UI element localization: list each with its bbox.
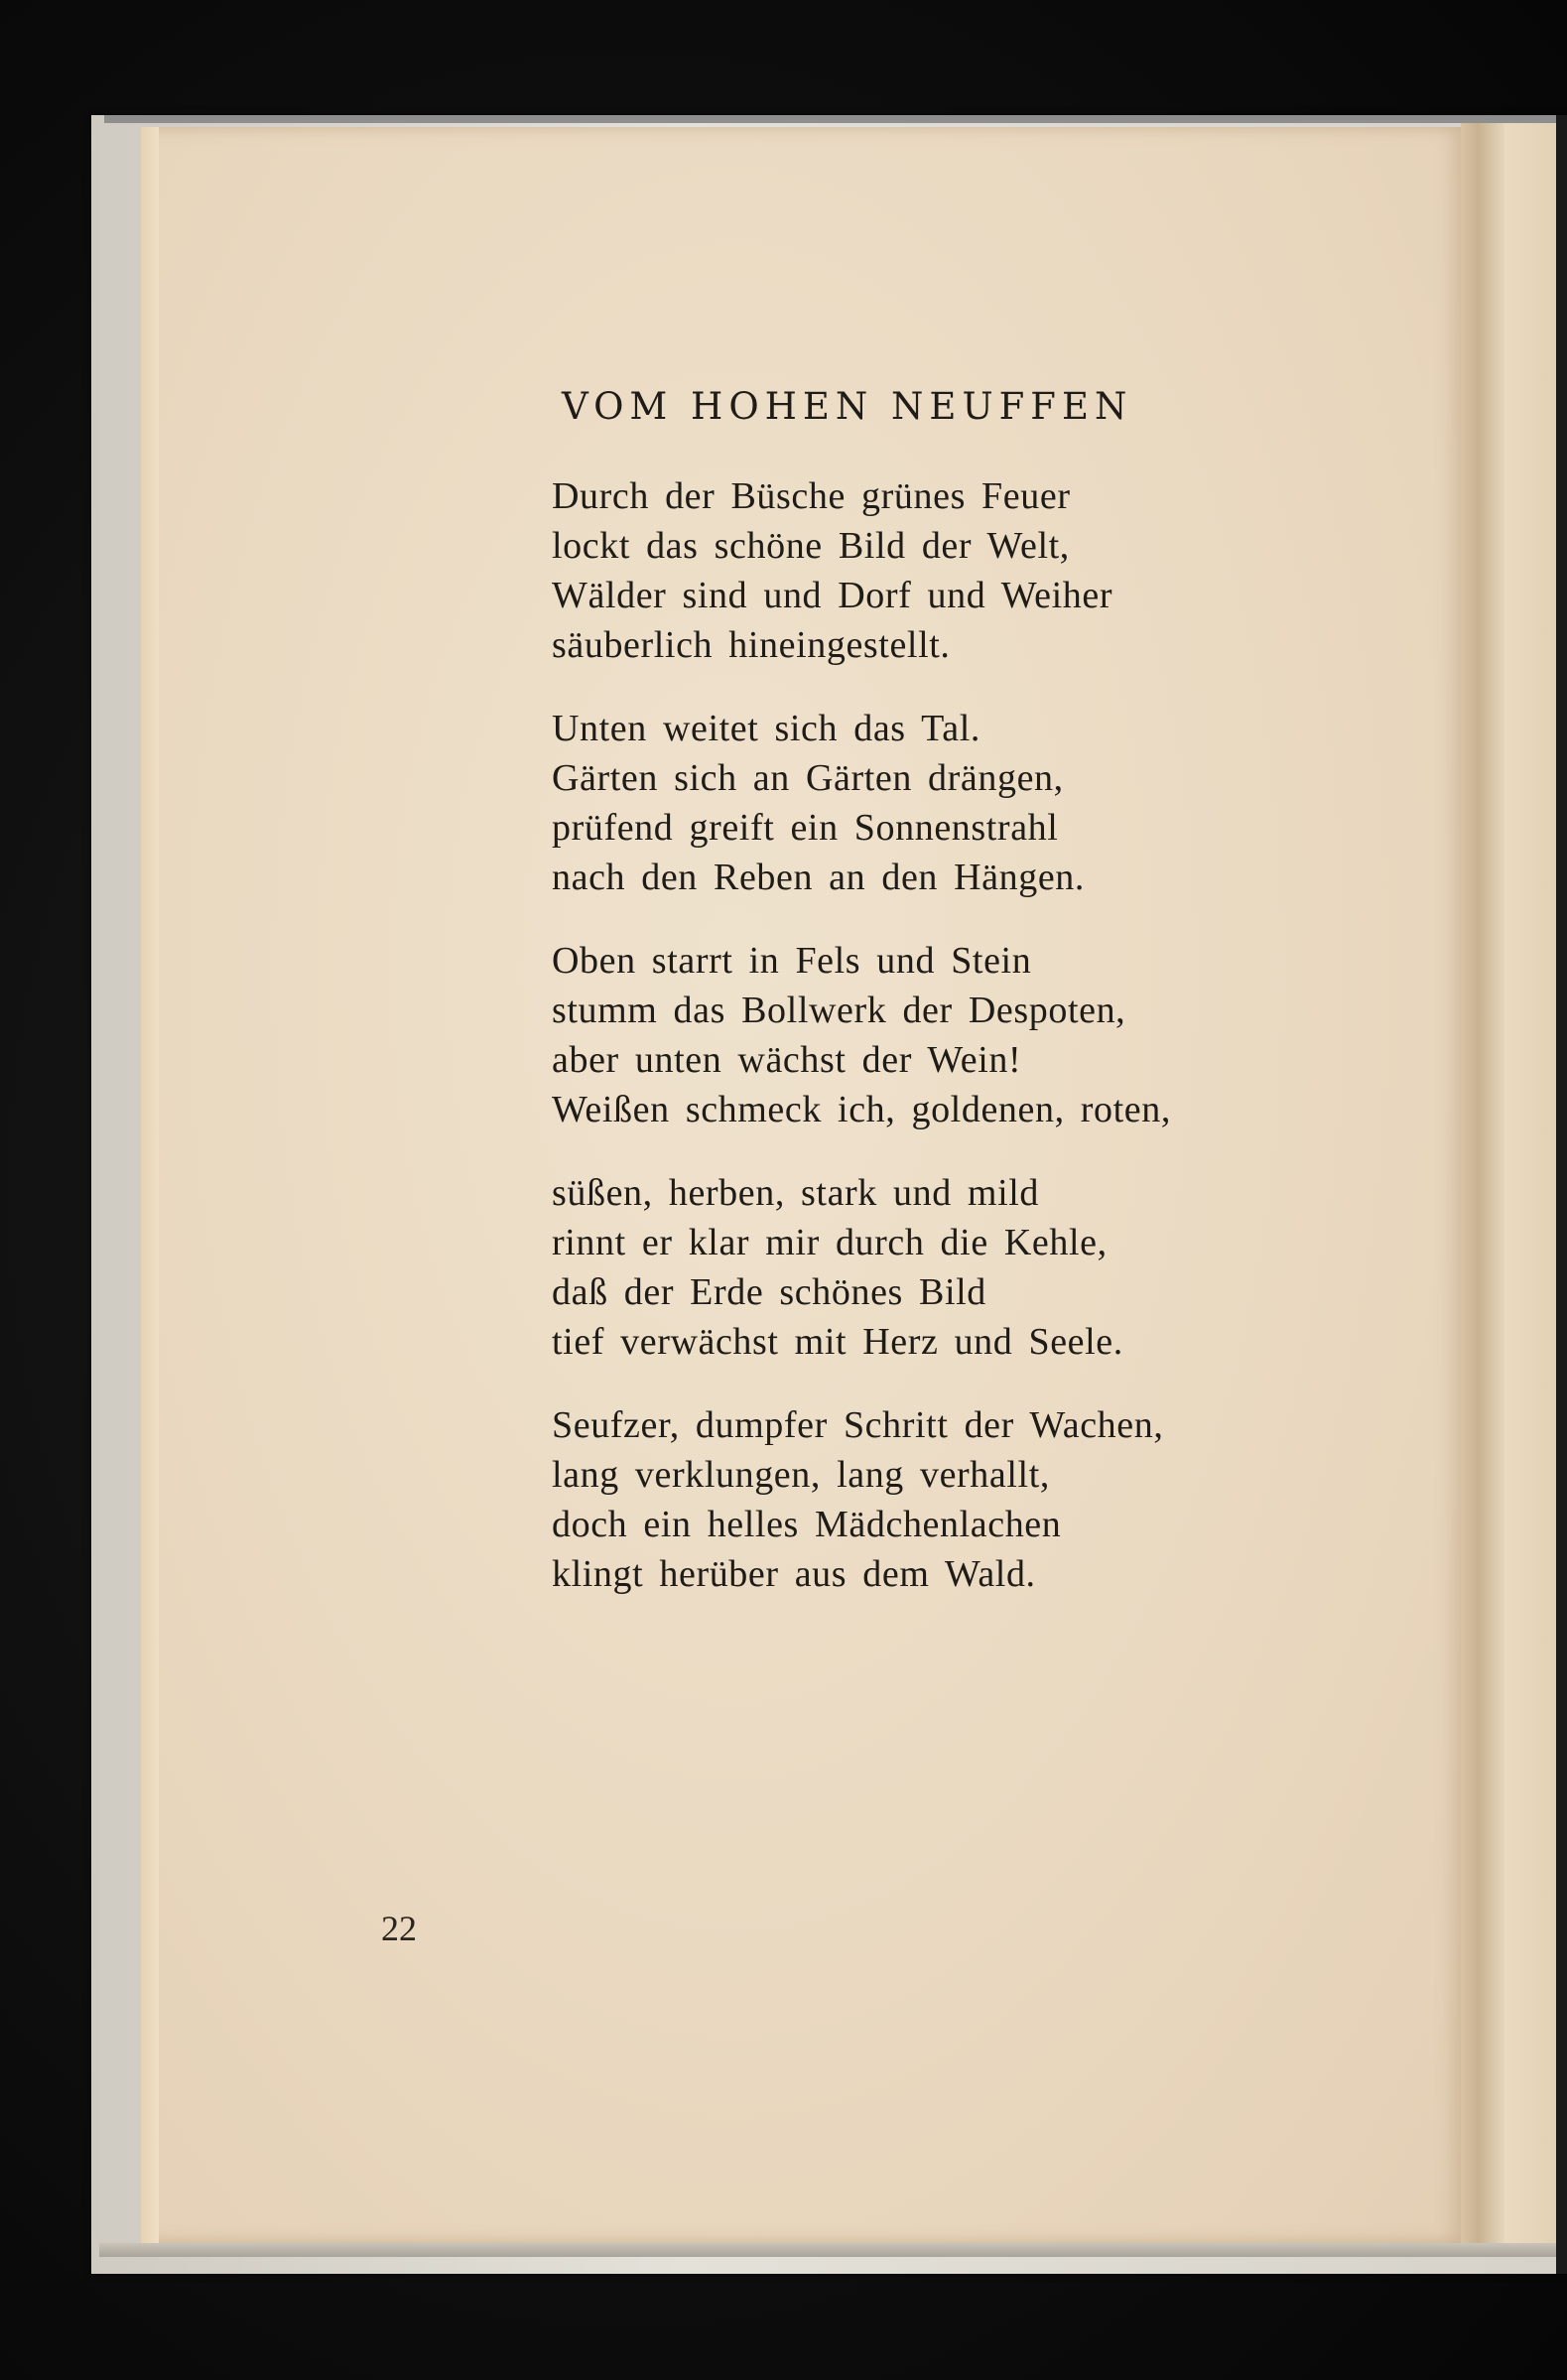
facing-page-edge [1504, 123, 1556, 2247]
poem-line: daß der Erde schönes Bild [552, 1271, 986, 1313]
right-dark-strip [1556, 115, 1567, 2274]
page-left-edge [141, 127, 159, 2243]
poem-line: Weißen schmeck ich, goldenen, roten, [552, 1089, 1171, 1130]
poem-line: lang verklungen, lang verhallt, [552, 1454, 1050, 1496]
poem-line: tief verwächst mit Herz und Seele. [552, 1321, 1123, 1363]
book-gutter [1461, 123, 1504, 2247]
poem-line: süßen, herben, stark und mild [552, 1172, 1039, 1214]
stanza-5 [552, 1400, 1207, 1599]
stanza-4 [552, 1168, 1207, 1367]
poem-line: Wälder sind und Dorf und Weiher [552, 575, 1113, 616]
poem-line: Gärten sich an Gärten drängen, [552, 757, 1064, 799]
cover-top-edge [104, 115, 1567, 123]
poem-line: stumm das Bollwerk der Despoten, [552, 990, 1126, 1031]
page-number: 22 [381, 1909, 417, 1948]
stanza-2 [552, 704, 1207, 902]
poem-line: Oben starrt in Fels und Stein [552, 940, 1032, 982]
stanza-3 [552, 936, 1207, 1134]
poem [552, 382, 1207, 1633]
poem-title: VOM HOHEN NEUFFEN [562, 385, 1133, 428]
poem-line: aber unten wächst der Wein! [552, 1039, 1022, 1081]
poem-line: prüfend greift ein Sonnenstrahl [552, 807, 1059, 849]
poem-line: lockt das schöne Bild der Welt, [552, 525, 1070, 567]
poem-line: rinnt er klar mir durch die Kehle, [552, 1222, 1108, 1263]
poem-line: Unten weitet sich das Tal. [552, 708, 980, 749]
poem-line: doch ein helles Mädchenlachen [552, 1504, 1062, 1545]
poem-line: nach den Reben an den Hängen. [552, 857, 1085, 898]
poem-line: säuberlich hineingestellt. [552, 624, 951, 666]
stanza-1 [552, 471, 1207, 670]
poem-line: Seufzer, dumpfer Schritt der Wachen, [552, 1404, 1164, 1446]
cover-bottom-edge [99, 2243, 1567, 2257]
poem-line: Durch der Büsche grünes Feuer [552, 475, 1071, 517]
poem-line: klingt herüber aus dem Wald. [552, 1553, 1036, 1595]
